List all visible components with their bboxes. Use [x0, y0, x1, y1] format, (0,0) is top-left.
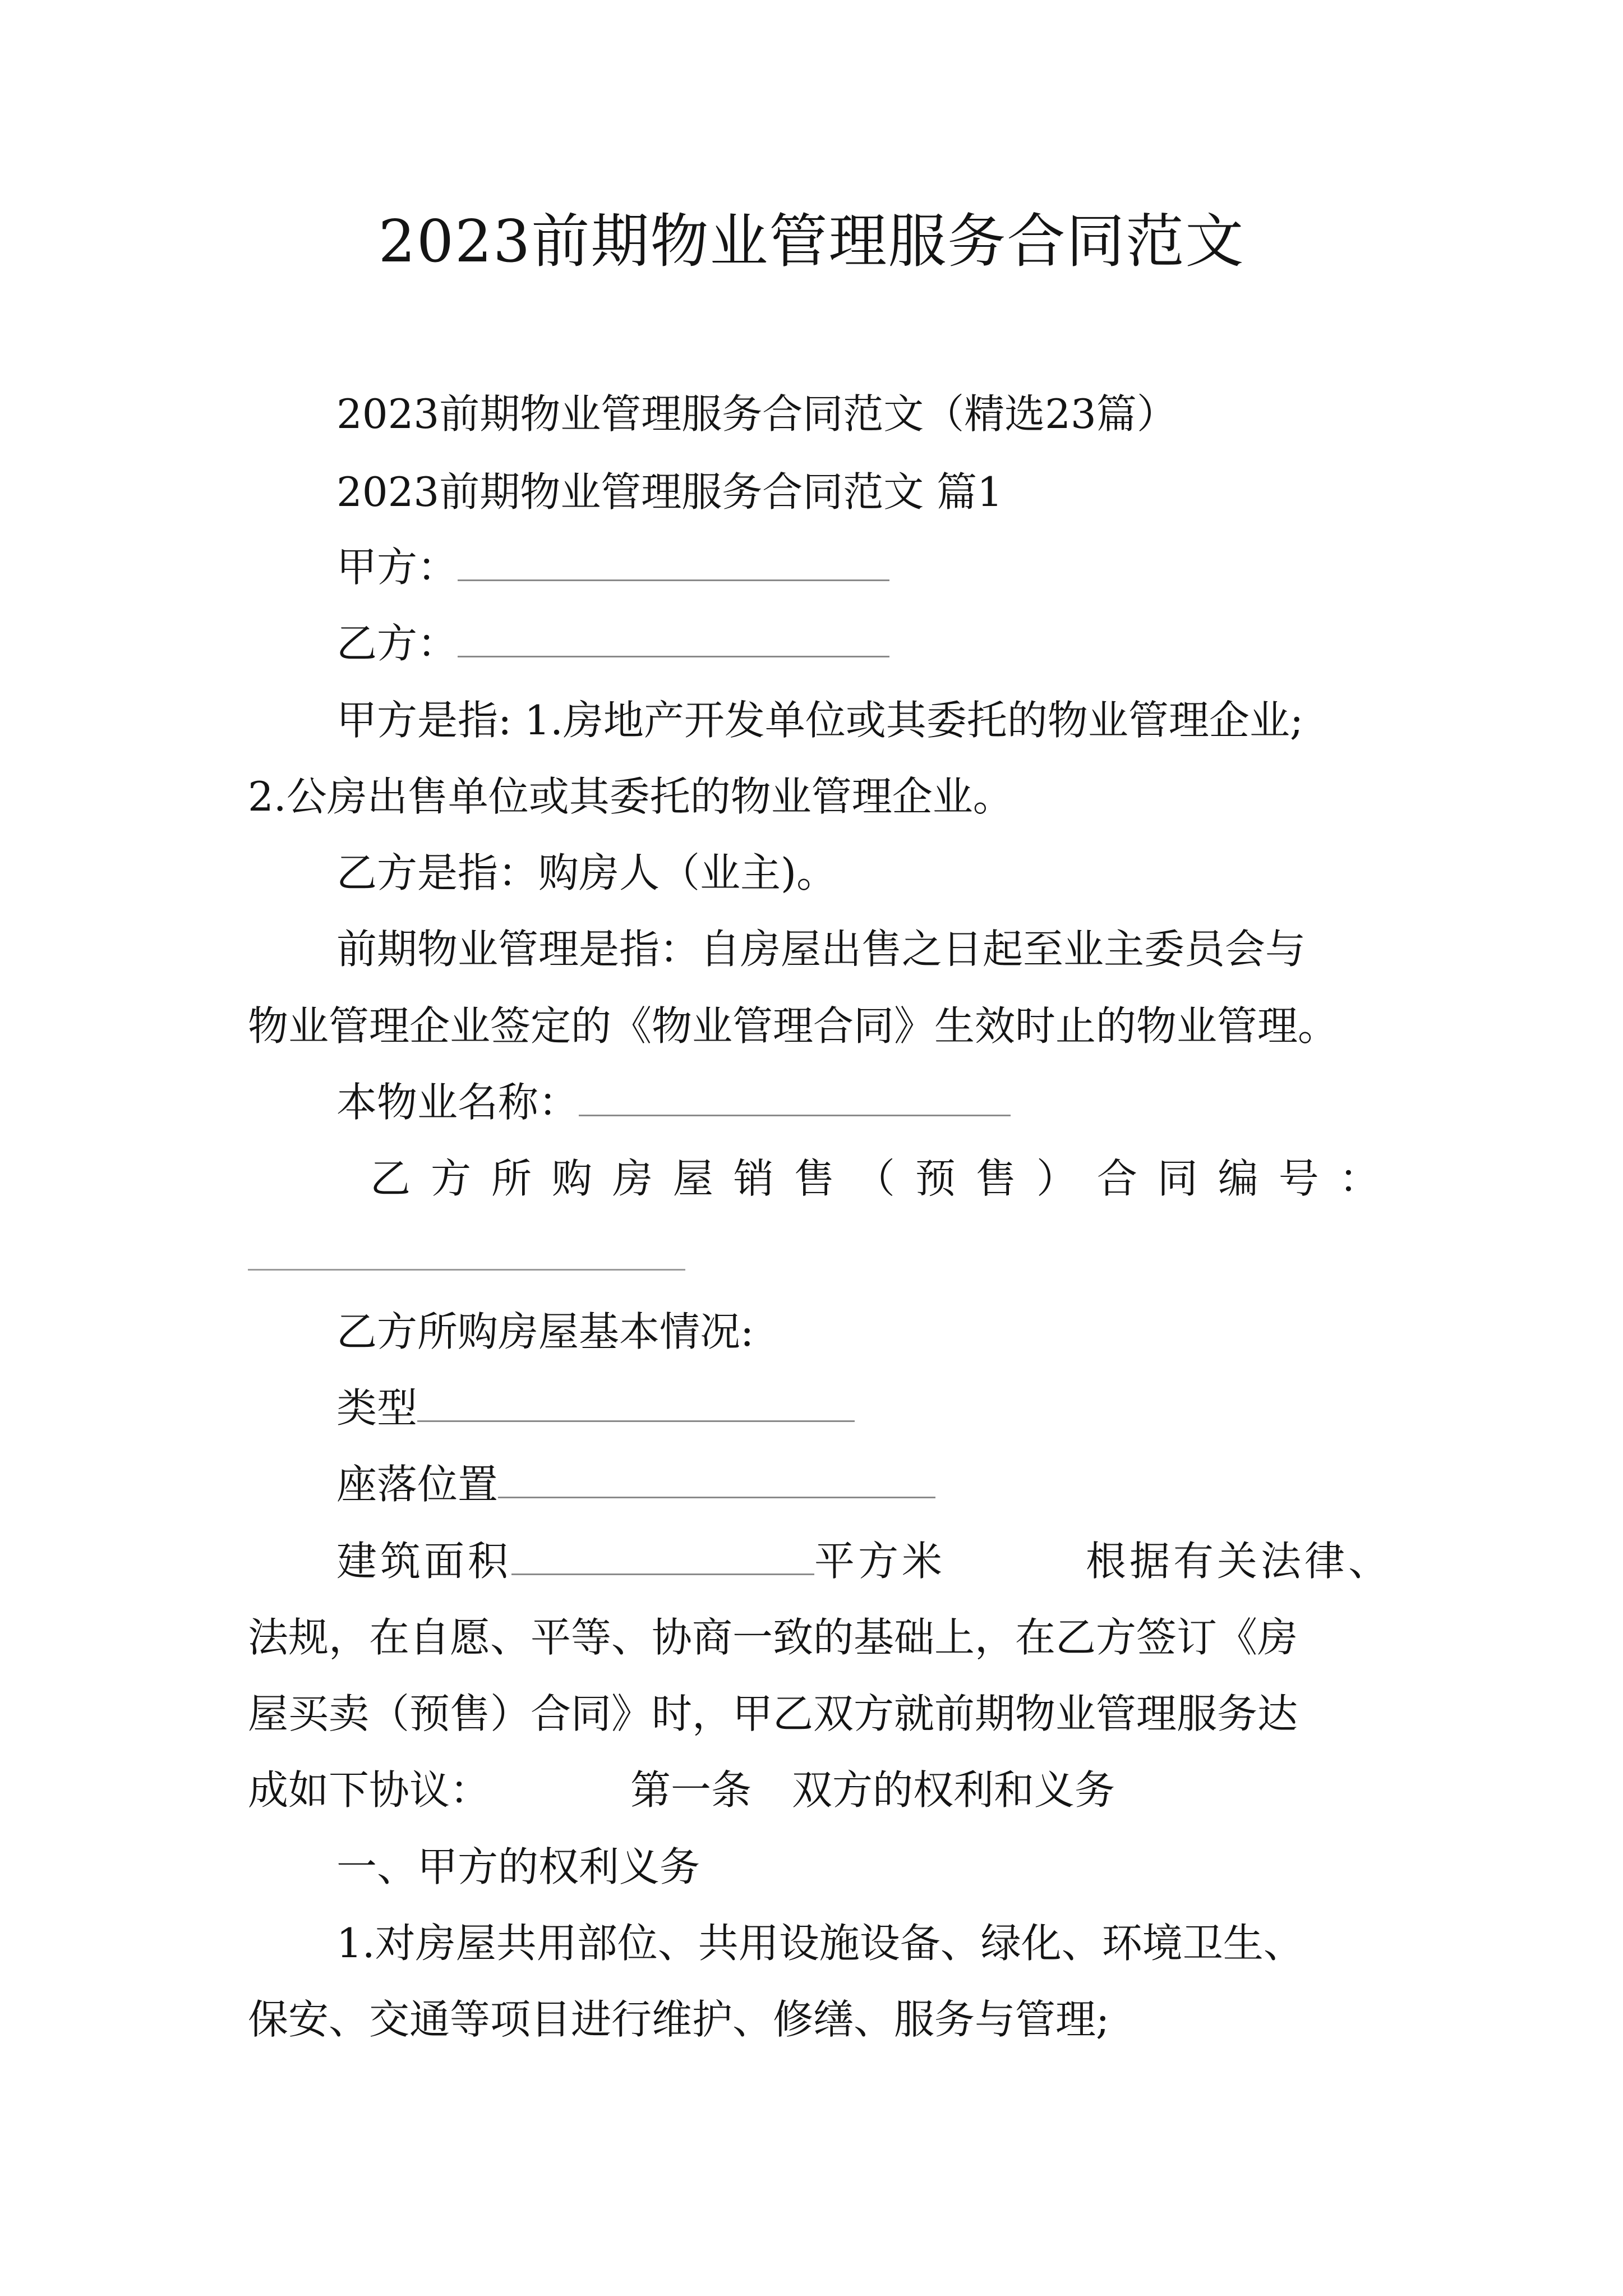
party-a-definition-line-1: 甲方是指: 1.房地产开发单位或其委托的物业管理企业;: [336, 697, 1304, 744]
document-subtitle: 2023前期物业管理服务合同范文（精选23篇）: [336, 390, 1177, 438]
party-b-label: 乙方：: [336, 620, 458, 667]
contract-number-char: 方: [430, 1155, 471, 1202]
contract-number-char: 预: [915, 1155, 956, 1202]
type-line: [336, 1380, 855, 1436]
contract-number-char: 合: [1096, 1155, 1137, 1202]
contract-number-char: ：: [1339, 1155, 1380, 1202]
party-a-blank[interactable]: [458, 557, 889, 581]
contract-number-line: [370, 1151, 1380, 1207]
party-b-blank[interactable]: [458, 633, 889, 657]
type-blank[interactable]: [417, 1398, 855, 1422]
early-management-line-2: 物业管理企业签定的《物业管理合同》生效时止的物业管理。: [248, 1002, 1339, 1050]
contract-number-char: 购: [551, 1155, 592, 1202]
basic-info-label: 乙方所购房屋基本情况:: [336, 1308, 754, 1355]
party-a-rights-heading: 一、甲方的权利义务: [336, 1843, 700, 1890]
contract-number-char: 销: [733, 1155, 774, 1202]
article-1-heading: 第一条 双方的权利和义务: [630, 1766, 1115, 1814]
section-heading: 2023前期物业管理服务合同范文 篇1: [336, 468, 1003, 516]
contract-number-char: 乙: [370, 1155, 411, 1202]
contract-number-char: 号: [1278, 1155, 1319, 1202]
location-line: [336, 1456, 935, 1512]
area-label: 建筑面积: [336, 1538, 512, 1585]
contract-number-char: 售: [975, 1155, 1016, 1202]
contract-number-char: 售: [794, 1155, 834, 1202]
area-blank[interactable]: [511, 1551, 814, 1575]
party-b-definition: 乙方是指：购房人（业主)。: [336, 849, 837, 896]
property-name-line: [336, 1074, 1011, 1130]
party-a-label: 甲方：: [336, 544, 458, 591]
item-1-line-2: 保安、交通等项目进行维护、修缮、服务与管理;: [248, 1996, 1110, 2043]
contract-number-char: 编: [1218, 1155, 1258, 1202]
property-name-blank[interactable]: [579, 1092, 1011, 1116]
contract-number-blank[interactable]: [248, 1269, 685, 1271]
contract-number-char: 屋: [672, 1155, 713, 1202]
contract-number-char: 房: [612, 1155, 653, 1202]
contract-number-char: 所: [491, 1155, 532, 1202]
basis-line-3: 屋买卖（预售）合同》时，甲乙双方就前期物业管理服务达: [248, 1690, 1298, 1737]
item-1-line-1: 1.对房屋共用部位、共用设施设备、绿化、环境卫生、: [336, 1920, 1304, 1967]
party-b-line: [336, 615, 889, 671]
party-a-line: [336, 539, 889, 595]
contract-number-char: ）: [1036, 1155, 1077, 1202]
basis-line-4-row: [248, 1762, 1115, 1818]
property-name-label: 本物业名称：: [336, 1079, 579, 1126]
basis-line-4: 成如下协议：: [248, 1766, 491, 1814]
location-label: 座落位置: [336, 1461, 499, 1508]
basis-line-2: 法规，在自愿、平等、协商一致的基础上，在乙方签订《房: [248, 1614, 1298, 1661]
early-management-line-1: 前期物业管理是指：自房屋出售之日起至业主委员会与: [336, 926, 1306, 973]
area-line: [336, 1533, 1392, 1589]
contract-number-char: 同: [1157, 1155, 1198, 1202]
basis-line-1: 根据有关法律、: [1086, 1538, 1393, 1585]
contract-number-char: （: [854, 1155, 895, 1202]
area-unit: 平方米: [814, 1538, 946, 1585]
party-a-definition-line-2: 2.公房出售单位或其委托的物业管理企业。: [248, 773, 1013, 820]
document-title: 2023前期物业管理服务合同范文: [378, 207, 1245, 275]
type-label: 类型: [336, 1384, 418, 1432]
location-blank[interactable]: [498, 1474, 935, 1498]
